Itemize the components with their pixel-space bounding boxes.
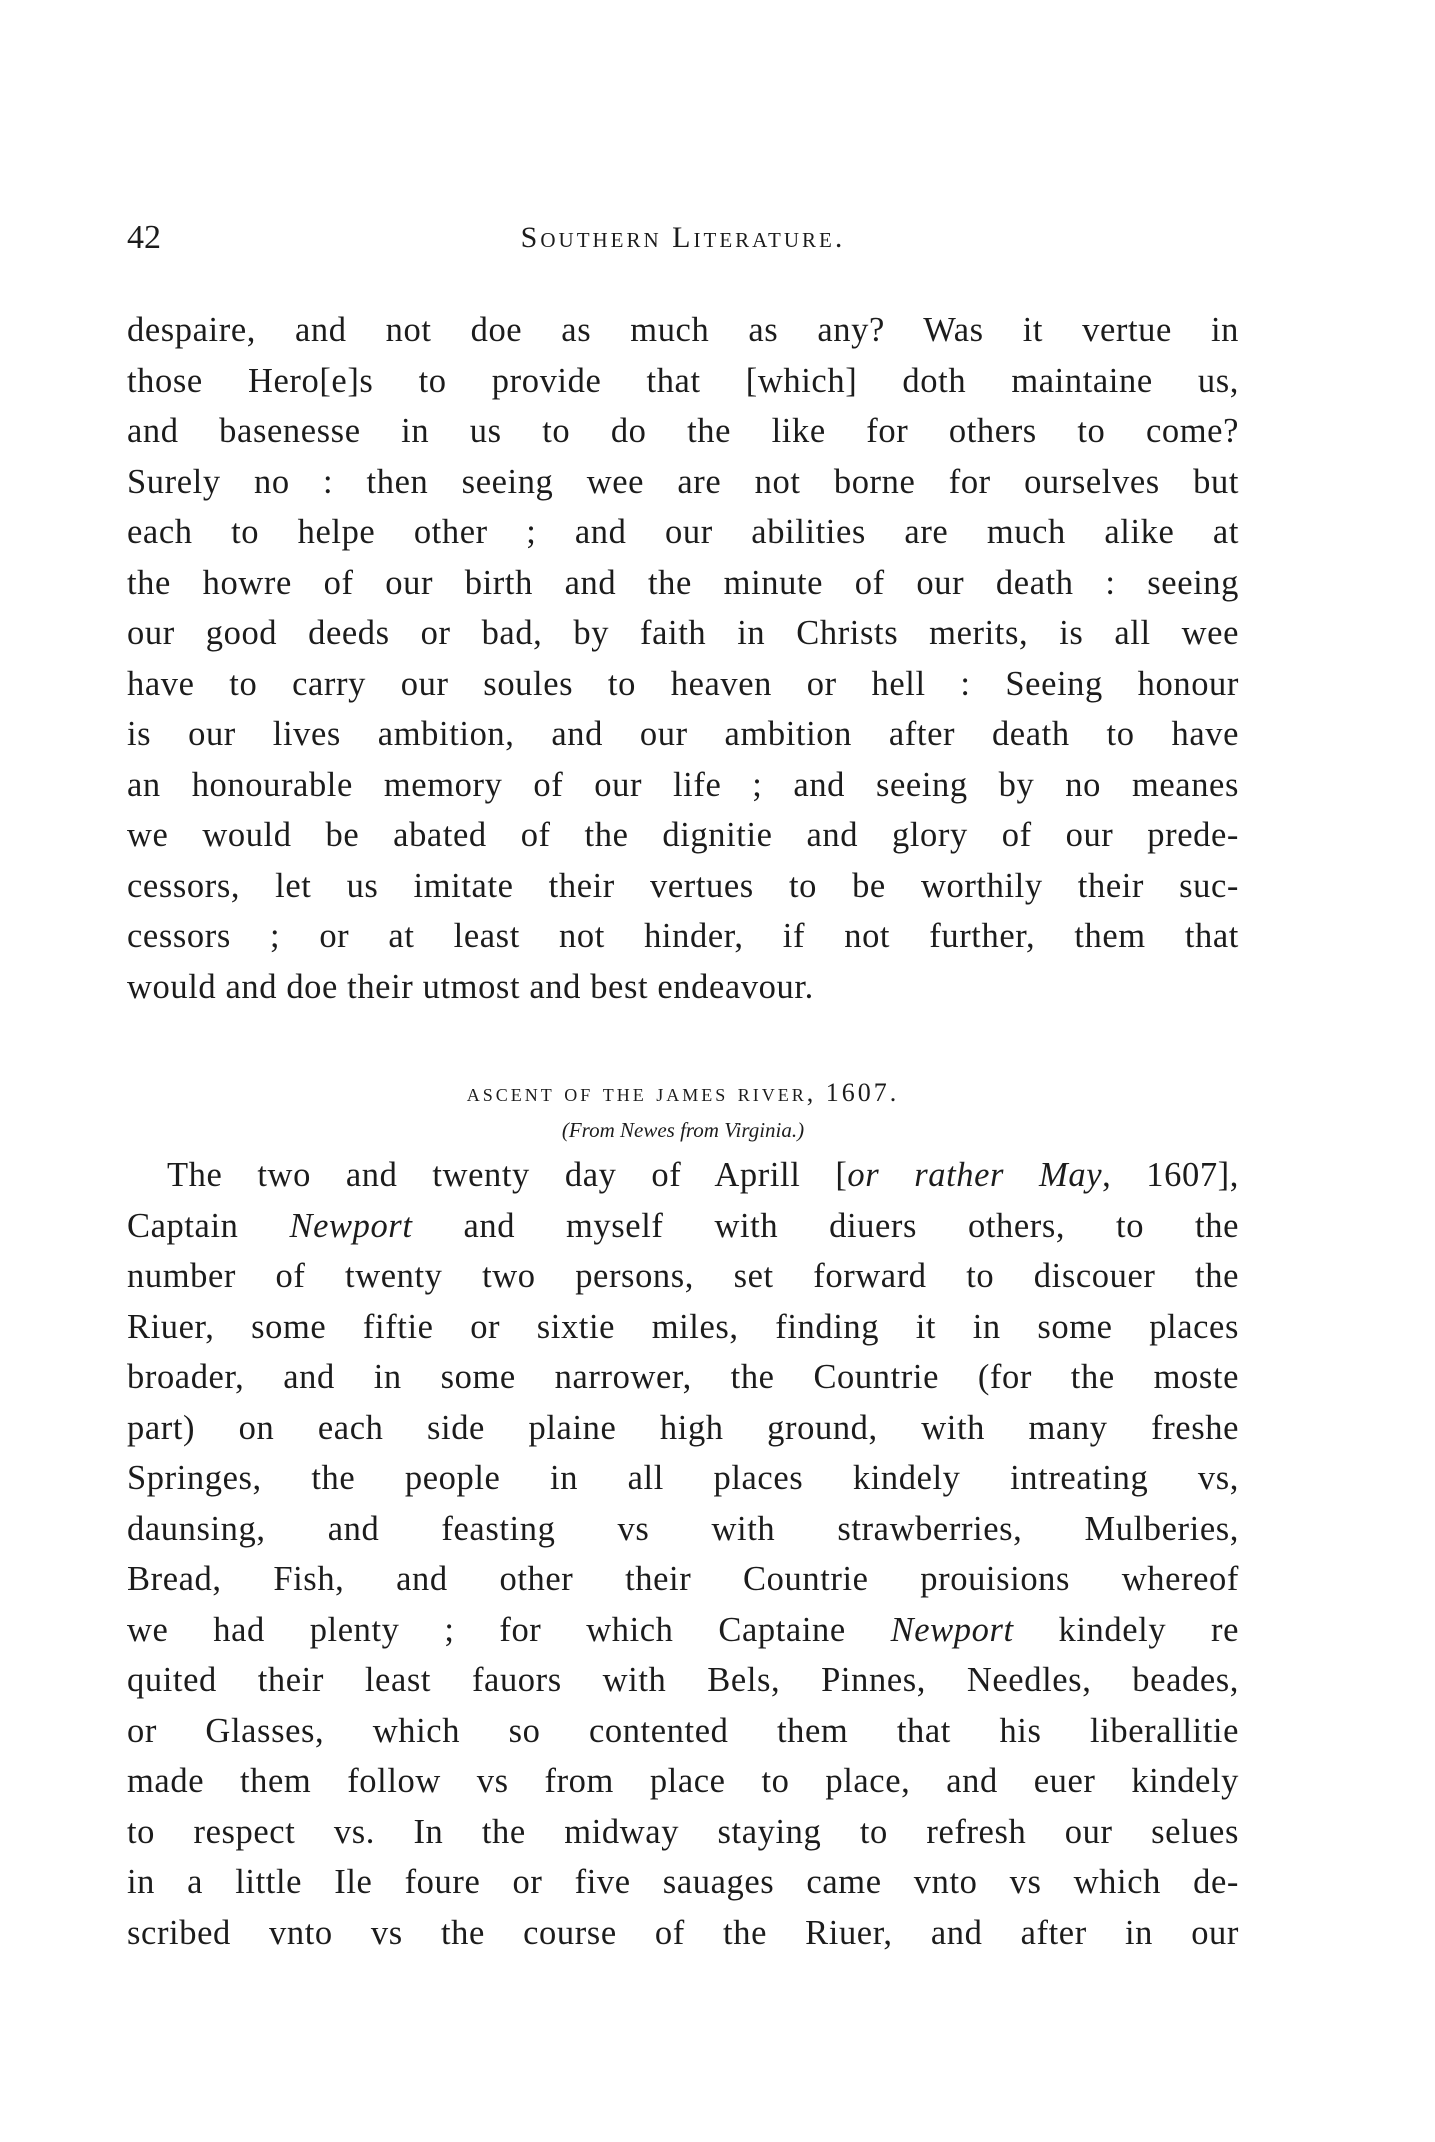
text-line: and basenesse in us to do the like for others to come? <box>127 412 1239 450</box>
text-span: The two and twenty day of Aprill [ <box>167 1156 848 1194</box>
text-line: Springes, the people in all places kindely intreating vs, <box>127 1459 1239 1497</box>
paragraph-james-river <box>127 1150 1239 1958</box>
italic-span: Newport <box>890 1610 1014 1649</box>
text-line: or Glasses, which so contented them that his liberallitie <box>127 1711 1239 1750</box>
text-line: daunsing, and feasting vs with strawberries, Mulberies, <box>127 1509 1239 1548</box>
text-line: quited their least fauors with Bels, Pinnes, Needles, beades, <box>127 1661 1239 1699</box>
text-line <box>127 1150 1239 1201</box>
italic-span: or rather May <box>847 1156 1103 1194</box>
text-span: Captain <box>127 1206 290 1245</box>
text-line: in a little Ile foure or five sauages came vnto vs which de- <box>127 1863 1239 1901</box>
text-line: part) on each side plaine high ground, with many freshe <box>127 1408 1239 1447</box>
text-line: each to helpe other ; and our abilities are much alike at <box>127 513 1239 551</box>
running-head <box>127 208 1239 268</box>
text-line: Bread, Fish, and other their Countrie prouisions whereof <box>127 1560 1239 1598</box>
paragraph-continued <box>127 305 1239 1012</box>
page-number: 42 <box>127 219 161 256</box>
text-line: is our lives ambition, and our ambition after death to have <box>127 715 1239 753</box>
text-line: Riuer, some fiftie or sixtie miles, finding it in some places <box>127 1307 1239 1346</box>
text-line: broader, and in some narrower, the Countrie (for the moste <box>127 1358 1239 1396</box>
text-span: and myself with diuers others, to the <box>412 1206 1239 1245</box>
text-line: cessors, let us imitate their vertues to be worthily their suc- <box>127 866 1239 905</box>
text-line: despaire, and not doe as much as any? Was it vertue in <box>127 311 1239 349</box>
section-heading: ascent of the james river, 1607. <box>466 1078 900 1107</box>
text-line: have to carry our soules to heaven or hell : Seeing honour <box>127 664 1239 703</box>
text-line: number of twenty two persons, set forward to discouer the <box>127 1257 1239 1295</box>
text-line: scribed vnto vs the course of the Riuer, and after in our <box>127 1913 1239 1952</box>
text-line: our good deeds or bad, by faith in Christs merits, is all wee <box>127 614 1239 652</box>
text-line: Surely no : then seeing wee are not borne for ourselves but <box>127 462 1239 501</box>
italic-span: Newport <box>289 1206 413 1245</box>
text-line: to respect vs. In the midway staying to refresh our selues <box>127 1812 1239 1851</box>
section-source: (From Newes from Virginia.) <box>561 1118 805 1142</box>
text-line: an honourable memory of our life ; and seeing by no meanes <box>127 765 1239 804</box>
text-line: we would be abated of the dignitie and glory of our prede- <box>127 816 1239 854</box>
text-line: would and doe their utmost and best endeavour. <box>127 967 814 1006</box>
text-span: , 1607], <box>1102 1156 1239 1194</box>
running-title: Southern Literature. <box>520 221 846 254</box>
text-span: we had plenty ; for which Captaine <box>127 1610 891 1649</box>
text-line <box>127 1201 1239 1252</box>
text-line: cessors ; or at least not hinder, if not further, them that <box>127 917 1239 955</box>
text-span: kindely re <box>1013 1610 1239 1649</box>
text-line: the howre of our birth and the minute of our death : seeing <box>127 563 1239 602</box>
text-line: made them follow vs from place to place, and euer kindely <box>127 1762 1239 1800</box>
text-line: those Hero[e]s to provide that [which] doth maintaine us, <box>127 361 1239 400</box>
text-line <box>127 1605 1239 1656</box>
